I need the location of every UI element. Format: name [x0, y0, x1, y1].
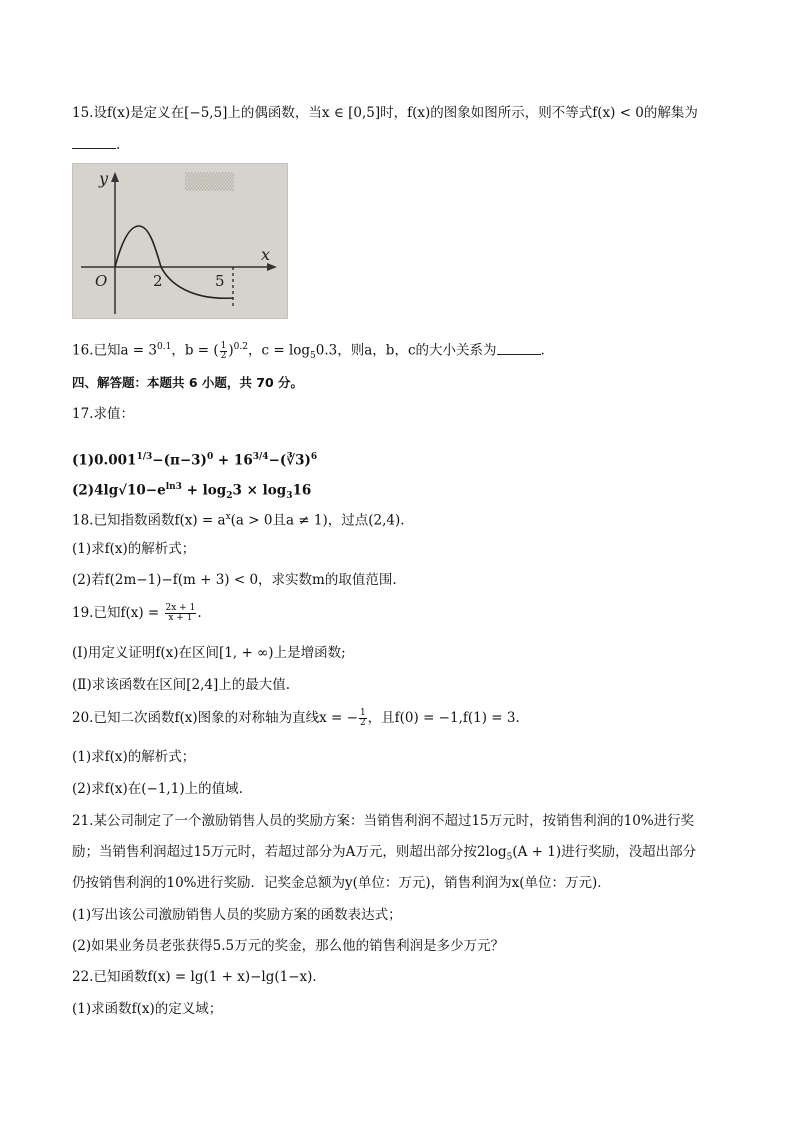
section-heading: 四、解答题：本题共 6 小题，共 70 分。: [72, 375, 304, 390]
q15-tail: .: [116, 137, 121, 153]
q15-answer-line: [72, 136, 120, 154]
origin-label: O: [95, 272, 108, 290]
q17-p2-exp: ln3: [165, 482, 182, 492]
q18-title-exp: x: [225, 512, 231, 522]
y-axis-label: y: [99, 169, 109, 188]
q16-b-den: 2: [220, 350, 227, 361]
q17-p1-mid-exp: 0: [206, 452, 214, 462]
q19-part1: (Ⅰ)用定义证明f(x)在区间[1, + ∞)上是增函数;: [72, 645, 346, 661]
q16-b-exp: 0.2: [233, 342, 248, 352]
x-axis-label: x: [261, 245, 271, 264]
q17-p1-exp2: 3/4: [252, 452, 269, 462]
q19-fraction: [165, 604, 197, 623]
q22-title: 22.已知函数f(x) = lg(1 + x)−lg(1−x)．: [72, 969, 326, 985]
q17-p1-plus: + 16: [213, 452, 253, 469]
q17-part1: [72, 448, 317, 470]
q16-b-num: 1: [220, 340, 227, 351]
q21-line3: 仍按销售利润的10%进行奖励．记奖金总额为y(单位：万元)，销售利润为x(单位：万元)．: [72, 875, 611, 891]
q19-part2: (Ⅱ)求该函数在区间[2,4]上的最大值.: [72, 677, 291, 693]
q16-a-exp: 0.1: [157, 342, 172, 352]
q18-part1: (1)求f(x)的解析式；: [72, 541, 196, 557]
q21-line2: [72, 843, 696, 867]
q17-part2: [72, 478, 311, 505]
q16-text: 16.已知$a = 3^{0.1}$，b = ( $\frac{1}{2}$ )$^{0.2}$，$c = \log_50.3$，则a，b，c的大小关系为 .: [72, 340, 545, 362]
q18-title-b: (a > 0且a ≠ 1)，过点(2,4).: [230, 512, 405, 529]
q16-b: ，b = (: [171, 342, 219, 359]
q16-a: 16.已知a = 3: [72, 342, 158, 359]
q20-title-a: 20.已知二次函数f(x)图象的对称轴为直线x = −: [72, 710, 358, 726]
q19-den: x + 1: [168, 613, 193, 623]
q18-title: [72, 508, 405, 530]
q17-p1-end: −(∛3): [268, 452, 311, 469]
q17-p2-r3: 16: [292, 482, 312, 499]
q21-part1: (1)写出该公司激励销售人员的奖励方案的函数表达式；: [72, 907, 402, 923]
bleed-through-text: ▒▒▒▒: [185, 172, 235, 191]
y-axis-arrow: [111, 172, 119, 182]
q20-num: 1: [359, 708, 366, 718]
q16-c-sub: 5: [310, 351, 316, 362]
q17-p2-base: (2)4lg√10−e: [72, 482, 166, 499]
tick-label-2: 2: [153, 272, 163, 290]
x-axis-arrow: [267, 263, 277, 271]
q21-l2b: (A + 1)进行奖励，没超出部分: [512, 844, 697, 860]
q16-rest: 0.3，则a，b，c的大小关系为: [315, 342, 497, 359]
q16-c: ，c = log: [248, 342, 311, 359]
tick-label-5: 5: [215, 272, 225, 290]
q20-part1: (1)求f(x)的解析式；: [72, 749, 196, 765]
q18-title-a: 18.已知指数函数f(x) = a: [72, 512, 226, 529]
q17-title: 17.求值：: [72, 406, 134, 422]
q19-num: 2x + 1: [165, 603, 196, 613]
q18-part2: (2)若f(2m−1)−f(m + 3) < 0，求实数m的取值范围.: [72, 572, 397, 588]
q17-p1-mid: −(π−3): [152, 452, 207, 469]
q15-text: [72, 104, 698, 122]
graph-svg: [73, 164, 288, 319]
q21-l2-sub: 5: [506, 852, 513, 863]
q21-l2a: 励；当销售利润超过15万元时，若超过部分为A万元，则超出部分按2log: [72, 844, 507, 860]
answer-blank: [497, 342, 541, 355]
q22-part1: (1)求函数f(x)的定义域；: [72, 1001, 223, 1017]
q17-p2-r2: 3 × log: [232, 482, 287, 499]
q20-title-b: ，且f(0) = −1,f(1) = 3.: [367, 710, 520, 726]
q17-p1-exp1: 1/3: [136, 452, 153, 462]
answer-blank: [72, 136, 116, 149]
q15-stem: 15.设f(x)是定义在[−5,5]上的偶函数，当x ∈ [0,5]时，f(x)的图象如图所示，则不等式f(x) < 0的解集为: [72, 105, 698, 121]
q17-p2-r1: + log: [181, 482, 227, 499]
q21-line1: 21.某公司制定了一个激励销售人员的奖励方案：当销售利润不超过15万元时，按销售利润的10%进行奖: [72, 813, 695, 829]
q19-title-b: .: [197, 605, 202, 621]
q21-part2: (2)如果业务员老张获得5.5万元的奖金，那么他的销售利润是多少万元？: [72, 938, 505, 954]
function-graph-figure: [72, 163, 288, 319]
q20-part2: (2)求f(x)在(−1,1)上的值域.: [72, 781, 243, 797]
q20-title: [72, 709, 520, 728]
q16-b-fraction: [220, 342, 228, 361]
q17-p2-sub2: 3: [286, 491, 293, 502]
q19-title: [72, 604, 202, 623]
q20-fraction: [359, 709, 367, 728]
q20-den: 2: [359, 718, 366, 728]
q19-title-a: 19.已知f(x) =: [72, 605, 164, 621]
q17-p2-sub1: 2: [226, 491, 233, 502]
q16-tail: .: [540, 342, 545, 359]
q17-p1-base: (1)0.001: [72, 452, 137, 469]
q17-p1-end-exp: 6: [310, 452, 318, 462]
